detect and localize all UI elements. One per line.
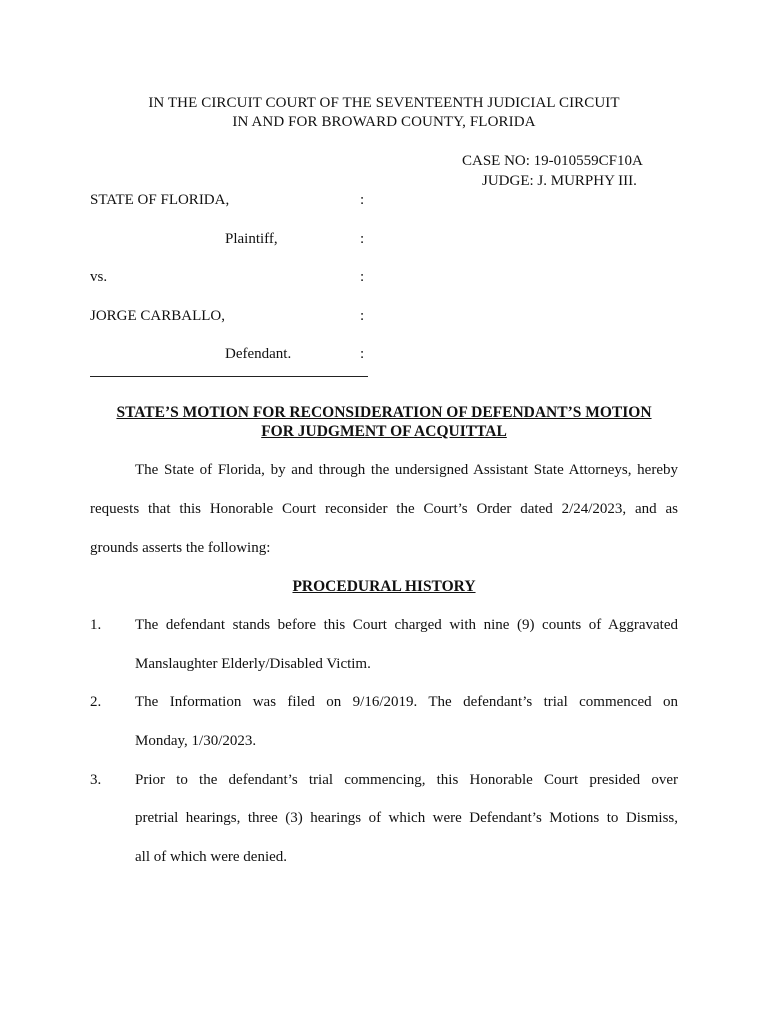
court-name-line-1: IN THE CIRCUIT COURT OF THE SEVENTEENTH JUDICIAL CIRCUIT: [148, 95, 620, 111]
plaintiff-role: Plaintiff,: [225, 231, 278, 247]
versus-label: vs.: [90, 269, 108, 285]
item-text-line: pretrial hearings, three (3) hearings of which were Defendant’s Motions to Dismiss,: [135, 810, 678, 826]
motion-title-line-2: FOR JUDGMENT OF ACQUITTAL: [261, 423, 507, 440]
defendant-role: Defendant.: [225, 346, 292, 362]
case-number: CASE NO: 19-010559CF10A: [462, 153, 643, 169]
caption-colon: :: [360, 269, 365, 285]
caption-colon: :: [360, 346, 365, 362]
court-name-line-2: IN AND FOR BROWARD COUNTY, FLORIDA: [232, 114, 536, 130]
item-text-line: Monday, 1/30/2023.: [135, 733, 257, 749]
judge-name: JUDGE: J. MURPHY III.: [482, 173, 637, 189]
section-heading: PROCEDURAL HISTORY: [292, 578, 476, 595]
caption-colon: :: [360, 308, 365, 324]
intro-line-2: requests that this Honorable Court reconsider the Court’s Order dated 2/24/2023, and as: [90, 501, 678, 517]
plaintiff-name: STATE OF FLORIDA,: [90, 192, 230, 208]
item-number: 1.: [90, 617, 102, 633]
item-text-line: The Information was filed on 9/16/2019. The defendant’s trial commenced on: [135, 694, 678, 710]
item-text-line: Prior to the defendant’s trial commencing, this Honorable Court presided over: [135, 772, 678, 788]
defendant-name: JORGE CARBALLO,: [90, 308, 226, 324]
item-text-line: The defendant stands before this Court charged with nine (9) counts of Aggravated: [135, 617, 678, 633]
caption-colon: :: [360, 231, 365, 247]
intro-line-1: The State of Florida, by and through the undersigned Assistant State Attorneys, hereby: [135, 462, 678, 478]
item-text-line: all of which were denied.: [135, 849, 288, 865]
caption-divider: [90, 376, 368, 377]
intro-line-3: grounds asserts the following:: [90, 540, 271, 556]
caption-colon: :: [360, 192, 365, 208]
motion-title-line-1: STATE’S MOTION FOR RECONSIDERATION OF DEFENDANT’S MOTION: [116, 404, 652, 421]
item-number: 2.: [90, 694, 102, 710]
item-number: 3.: [90, 772, 102, 788]
item-text-line: Manslaughter Elderly/Disabled Victim.: [135, 656, 371, 672]
